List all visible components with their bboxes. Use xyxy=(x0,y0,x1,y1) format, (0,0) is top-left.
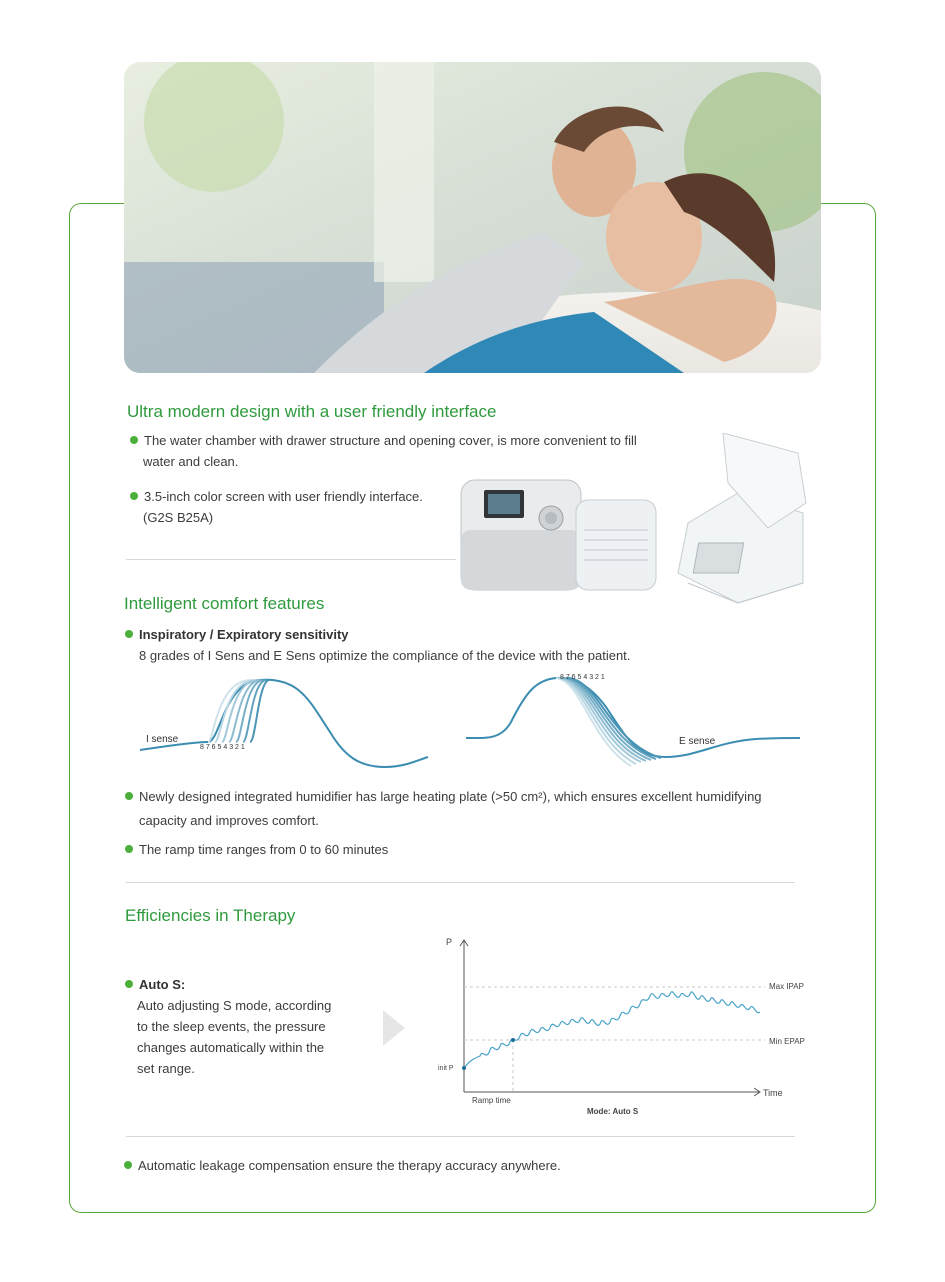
sensitivity-heading: Inspiratory / Expiratory sensitivity xyxy=(139,627,349,642)
bullet-dot xyxy=(125,980,133,988)
chevron-right-icon xyxy=(383,1010,405,1051)
hero-photo xyxy=(124,62,821,373)
bullet-leakage xyxy=(124,1155,684,1176)
bullet-text: 3.5-inch color screen with user friendly interface. xyxy=(144,489,423,504)
init-point xyxy=(462,1066,466,1070)
bullet-dot xyxy=(125,792,133,800)
e-sense-diagram xyxy=(466,672,806,782)
i-sense-diagram xyxy=(140,672,430,777)
bullet-ramp xyxy=(125,839,625,860)
divider xyxy=(126,882,795,883)
auto-s-heading: Auto S: xyxy=(139,977,186,992)
pressure-curve xyxy=(464,992,760,1068)
max-ipap-label: Max IPAP xyxy=(769,982,804,991)
bullet-text: capacity and improves comfort. xyxy=(139,813,319,828)
section-title-comfort: Intelligent comfort features xyxy=(124,594,325,613)
divider xyxy=(126,1136,795,1137)
auto-s-chart xyxy=(430,932,810,1127)
sensitivity-text: 8 grades of I Sens and E Sens optimize the compliance of the device with the patient. xyxy=(139,648,631,663)
bullet-color-screen xyxy=(130,486,470,528)
bullet-text: Newly designed integrated humidifier has large heating plate (>50 cm²), which ensures excellent humidifying xyxy=(139,789,762,804)
min-epap-label: Min EPAP xyxy=(769,1037,805,1046)
chart-title: Mode: Auto S xyxy=(587,1107,639,1116)
init-p-label: init P xyxy=(438,1065,454,1072)
auto-s-text: to the sleep events, the pressure xyxy=(137,1019,326,1034)
i-sense-label: I sense xyxy=(146,734,179,745)
ramp-time-label: Ramp time xyxy=(472,1096,511,1105)
bullet-dot xyxy=(125,630,133,638)
bullet-text: water and clean. xyxy=(143,454,239,469)
y-axis-label: P xyxy=(446,937,453,947)
section-title-design: Ultra modern design with a user friendly interface xyxy=(127,402,497,421)
bullet-dot xyxy=(124,1161,132,1169)
bullet-dot xyxy=(130,492,138,500)
auto-s-text: set range. xyxy=(137,1061,195,1076)
e-sense-grades: 8 7 6 5 4 3 2 1 xyxy=(560,674,605,681)
divider xyxy=(126,559,456,560)
bullet-text: (G2S B25A) xyxy=(143,510,214,525)
section-title-therapy: Efficiencies in Therapy xyxy=(125,906,296,925)
e-sense-label: E sense xyxy=(679,736,716,747)
bullet-text: Automatic leakage compensation ensure the therapy accuracy anywhere. xyxy=(138,1158,561,1173)
bullet-dot xyxy=(125,845,133,853)
bullet-auto-s xyxy=(125,974,365,1079)
water-chamber-image xyxy=(668,433,810,610)
auto-s-text: Auto adjusting S mode, according xyxy=(137,998,332,1013)
i-sense-grades: 8 7 6 5 4 3 2 1 xyxy=(200,744,245,751)
device-image xyxy=(456,470,666,605)
bullet-text: The ramp time ranges from 0 to 60 minutes xyxy=(139,842,389,857)
bullet-dot xyxy=(130,436,138,444)
bullet-water-chamber xyxy=(130,430,680,472)
bullet-sensitivity xyxy=(125,624,685,666)
auto-s-text: changes automatically within the xyxy=(137,1040,325,1055)
bullet-text: The water chamber with drawer structure and opening cover, is more convenient to fill xyxy=(144,433,637,448)
ramp-end-point xyxy=(511,1038,515,1042)
x-axis-label: Time xyxy=(763,1088,783,1098)
bullet-humidifier xyxy=(125,785,815,833)
